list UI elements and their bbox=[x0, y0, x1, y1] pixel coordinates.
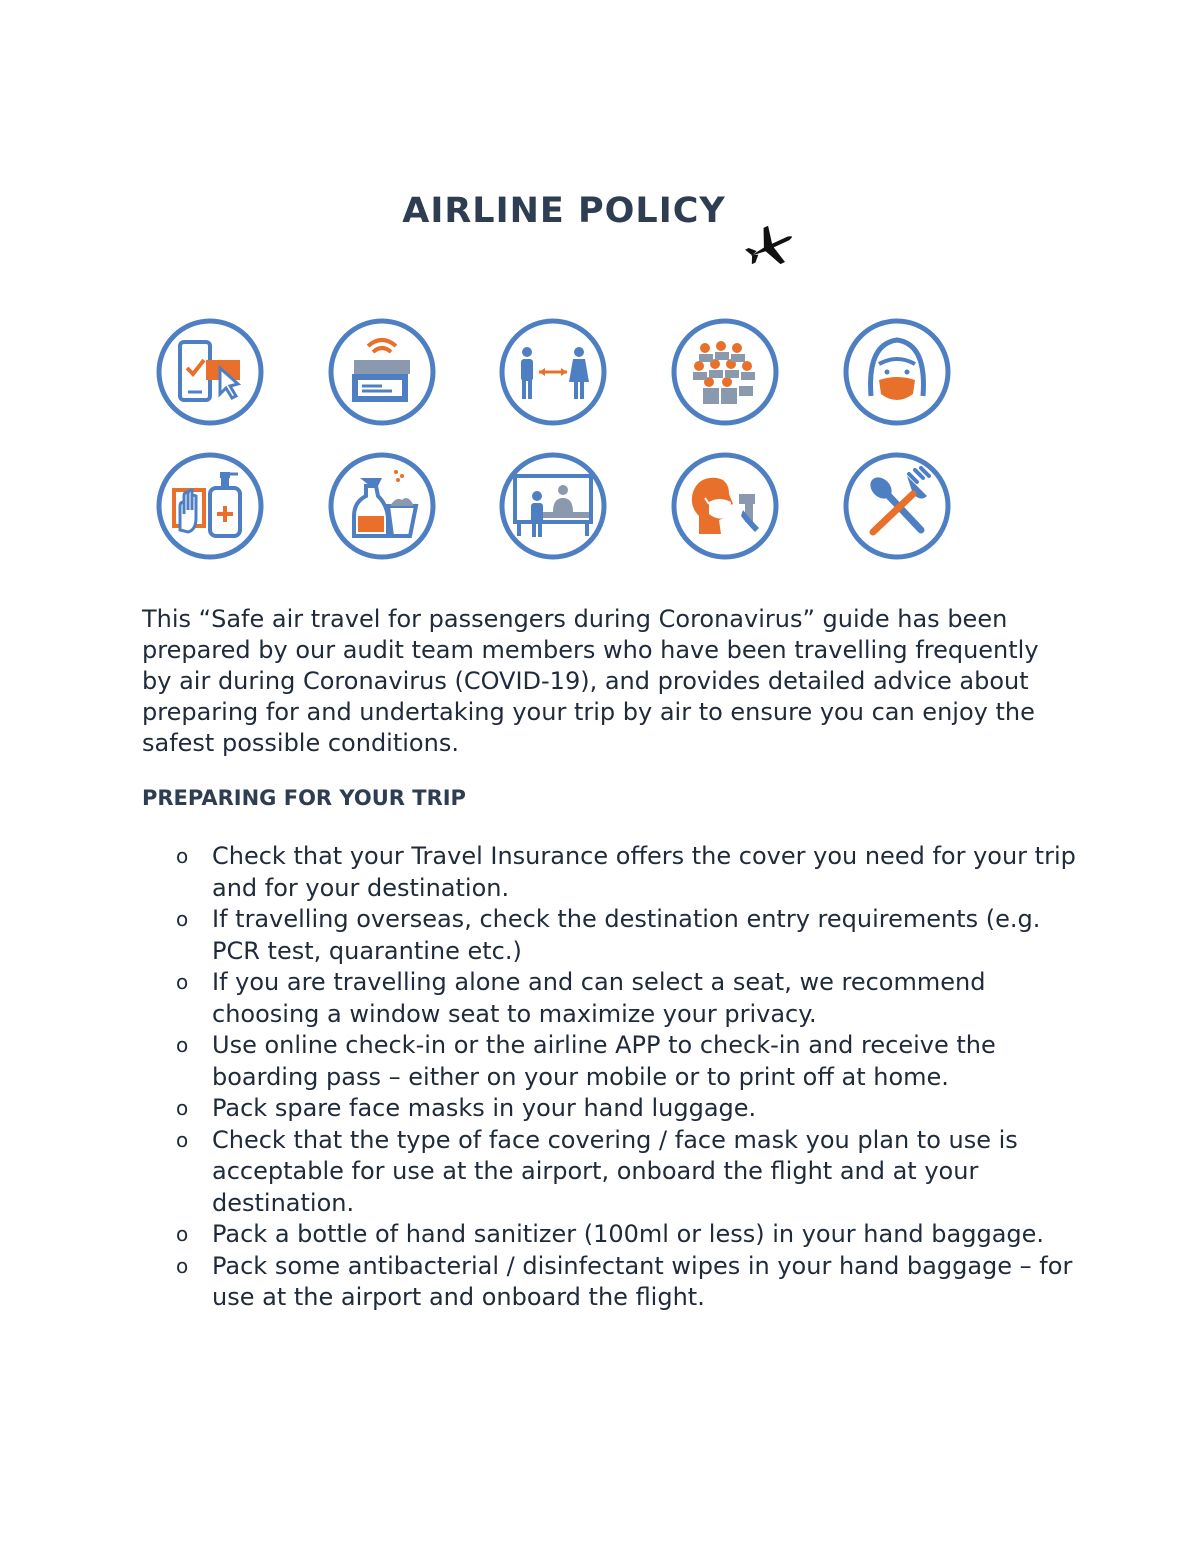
bullet-icon: o bbox=[176, 907, 189, 931]
social-distancing-icon bbox=[497, 316, 609, 428]
list-item-text: Pack some antibacterial / disinfectant wipes in your hand baggage – for use at the airport and onboard the flight. bbox=[212, 1251, 1073, 1311]
list-item bbox=[142, 967, 1082, 1030]
list-item bbox=[142, 904, 1082, 967]
boarding-pass-printer-icon bbox=[326, 316, 438, 428]
list-item-text: If travelling overseas, check the destination entry requirements (e.g. PCR test, quarantine etc.) bbox=[212, 905, 1041, 965]
list-item bbox=[142, 1251, 1082, 1314]
mobile-checkin-icon bbox=[154, 316, 266, 428]
list-item bbox=[142, 1030, 1082, 1093]
bullet-icon: o bbox=[176, 1253, 189, 1278]
section-heading: PREPARING FOR YOUR TRIP bbox=[142, 786, 466, 810]
bullet-icon: o bbox=[176, 844, 189, 868]
face-mask-icon bbox=[841, 316, 953, 428]
checklist bbox=[142, 841, 1082, 1314]
list-item bbox=[142, 1093, 1082, 1125]
list-item-text: Pack spare face masks in your hand luggage. bbox=[212, 1094, 757, 1122]
airplane-icon bbox=[744, 222, 800, 270]
list-item-text: Check that the type of face covering / face mask you plan to use is acceptable for use at the airport, onboard the flight and at your destination. bbox=[212, 1125, 1018, 1217]
list-item-text: If you are travelling alone and can select a seat, we recommend choosing a window seat to maximize your privacy. bbox=[212, 968, 986, 1028]
screened-counter-icon bbox=[497, 450, 609, 562]
page-title: AIRLINE POLICY bbox=[402, 191, 726, 232]
cleaning-supplies-icon bbox=[326, 450, 438, 562]
hand-sanitizer-icon bbox=[154, 450, 266, 562]
crowded-seating-icon bbox=[669, 316, 781, 428]
list-item bbox=[142, 1125, 1082, 1220]
bullet-icon: o bbox=[176, 1222, 189, 1246]
list-item-text: Use online check-in or the airline APP to check-in and receive the boarding pass – either on your mobile or to print off at home. bbox=[212, 1031, 996, 1091]
list-item-text: Pack a bottle of hand sanitizer (100ml or less) in your hand baggage. bbox=[212, 1220, 1045, 1248]
bullet-icon: o bbox=[176, 1127, 189, 1152]
temperature-check-icon bbox=[669, 450, 781, 562]
list-item bbox=[142, 1219, 1082, 1251]
intro-paragraph: This “Safe air travel for passengers during Coronavirus” guide has been prepared by our audit team members who have been travelling frequently by air during Coronavirus (COVID-19), and provides detailed advice about preparing for and undertaking your trip by air to ensure you can enjoy the safest possible conditions. bbox=[142, 605, 1039, 757]
bullet-icon: o bbox=[176, 970, 189, 994]
list-item-text: Check that your Travel Insurance offers the cover you need for your trip and for your destination. bbox=[212, 842, 1076, 902]
list-item bbox=[142, 841, 1082, 904]
bullet-icon: o bbox=[176, 1033, 189, 1057]
bullet-icon: o bbox=[176, 1096, 189, 1120]
cutlery-icon bbox=[841, 450, 953, 562]
